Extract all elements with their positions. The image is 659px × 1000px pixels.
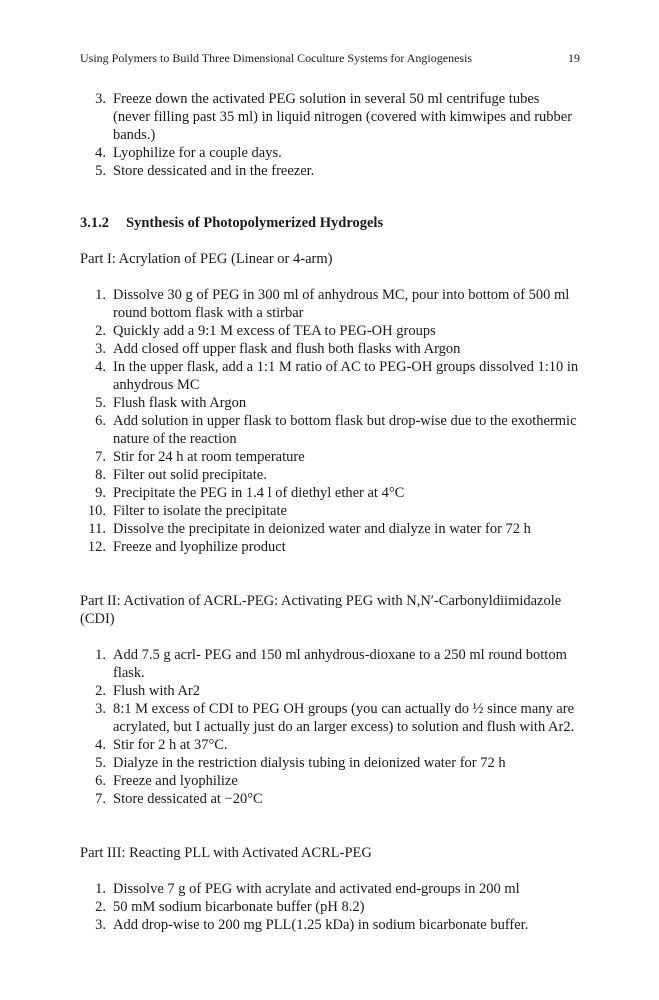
list-item [80,646,580,682]
part-heading-2: Part II: Activation of ACRL-PEG: Activating PEG with N,N′-Carbonyldiimidazole (CDI) [80,593,562,627]
list-item-text: Add 7.5 g acrl- PEG and 150 ml anhydrous-dioxane to a 250 ml round bottom flask. [113,647,567,681]
list-item-number: 1. [95,881,106,897]
list-item-number: 5. [95,395,106,411]
list-item-text: Dissolve 7 g of PEG with acrylate and activated end-groups in 200 ml [113,881,520,897]
list-item [80,322,580,340]
list-item-text: Filter to isolate the precipitate [113,503,287,519]
list-item-text: Filter out solid precipitate. [113,467,267,483]
list-item [80,144,580,162]
list-item-number: 1. [95,287,106,303]
list-item-number: 3. [95,91,106,107]
list-item-text: Dialyze in the restriction dialysis tubing in deionized water for 72 h [113,755,506,771]
list-item-number: 10. [87,503,106,519]
list-item-number: 12. [87,539,106,555]
running-head-title: Using Polymers to Build Three Dimensional Coculture Systems for Angiogenesis [80,51,473,65]
list-item [80,162,580,180]
list-item [80,340,580,358]
list-item-text: Dissolve 30 g of PEG in 300 ml of anhydrous MC, pour into bottom of 500 ml round bottom flask with a stirbar [113,287,570,321]
section-heading [80,214,580,232]
list-item-text: Lyophilize for a couple days. [113,145,282,161]
list-item-text: Flush with Ar2 [113,683,201,699]
list-item [80,754,580,772]
list-item [80,286,580,322]
document-page [80,50,580,934]
list-item-text: Dissolve the precipitate in deionized water and dialyze in water for 72 h [113,521,531,537]
list-item [80,736,580,754]
list-item [80,520,580,538]
list-item-number: 8. [95,467,106,483]
section-title: Synthesis of Photopolymerized Hydrogels [126,215,384,231]
list-item-number: 6. [95,413,106,429]
list-item-number: 1. [95,647,106,663]
list-item-text: Stir for 24 h at room temperature [113,449,305,465]
list-item-text: 8:1 M excess of CDI to PEG OH groups (you can actually do ½ since many are acrylated, but I actually just do an larger excess) to solution and flush with Ar2. [113,701,575,735]
part3-steps [80,880,580,934]
list-item-text: Store dessicated and in the freezer. [113,163,315,179]
list-item-text: Precipitate the PEG in 1.4 l of diethyl ether at 4°C [113,485,405,501]
list-item-text: Freeze down the activated PEG solution in several 50 ml centrifuge tubes (never filling past 35 ml) in liquid nitrogen (covered with kimwipes and rubber bands.) [113,91,573,143]
list-item-number: 9. [95,485,106,501]
list-item-text: Add closed off upper flask and flush both flasks with Argon [113,341,461,357]
list-item [80,790,580,808]
list-item-text: Add solution in upper flask to bottom flask but drop-wise due to the exothermic nature of the reaction [113,413,577,447]
part-heading-3: Part III: Reacting PLL with Activated ACRL-PEG [80,845,372,861]
list-item-text: Quickly add a 9:1 M excess of TEA to PEG-OH groups [113,323,436,339]
list-item-number: 7. [95,791,106,807]
list-item-number: 2. [95,899,106,915]
list-item-number: 3. [95,917,106,933]
list-item [80,448,580,466]
list-item-text: 50 mM sodium bicarbonate buffer (pH 8.2) [113,899,365,915]
list-item-text: Store dessicated at −20°C [113,791,263,807]
list-item [80,880,580,898]
list-item [80,412,580,448]
list-item [80,538,580,556]
list-item [80,916,580,934]
list-item-text: Flush flask with Argon [113,395,247,411]
list-item-text: Stir for 2 h at 37°C. [113,737,228,753]
list-item-text: Add drop-wise to 200 mg PLL(1.25 kDa) in sodium bicarbonate buffer. [113,917,529,933]
list-item-number: 5. [95,755,106,771]
list-item-number: 2. [95,683,106,699]
page-number: 19 [568,51,580,65]
list-item [80,682,580,700]
list-item-number: 4. [95,359,106,375]
list-item-text: Freeze and lyophilize [113,773,238,789]
list-item-number: 6. [95,773,106,789]
list-item [80,394,580,412]
list-item [80,772,580,790]
part-heading-1: Part I: Acrylation of PEG (Linear or 4-arm) [80,251,333,267]
list-item-number: 2. [95,323,106,339]
list-item [80,358,580,394]
list-item-text: Freeze and lyophilize product [113,539,286,555]
part2-steps [80,646,580,808]
running-head [80,50,580,68]
list-item [80,466,580,484]
list-item [80,898,580,916]
list-item-number: 4. [95,145,106,161]
list-item [80,502,580,520]
list-item [80,700,580,736]
list-item [80,484,580,502]
list-item [80,90,580,144]
list-item-number: 11. [88,521,106,537]
part1-steps [80,286,580,556]
list-item-number: 3. [95,701,106,717]
list-item-number: 4. [95,737,106,753]
list-item-number: 5. [95,163,106,179]
section-number: 3.1.2 [80,215,109,231]
top-list [80,90,580,180]
list-item-number: 7. [95,449,106,465]
list-item-number: 3. [95,341,106,357]
list-item-text: In the upper flask, add a 1:1 M ratio of AC to PEG-OH groups dissolved 1:10 in anhydrous MC [113,359,579,393]
